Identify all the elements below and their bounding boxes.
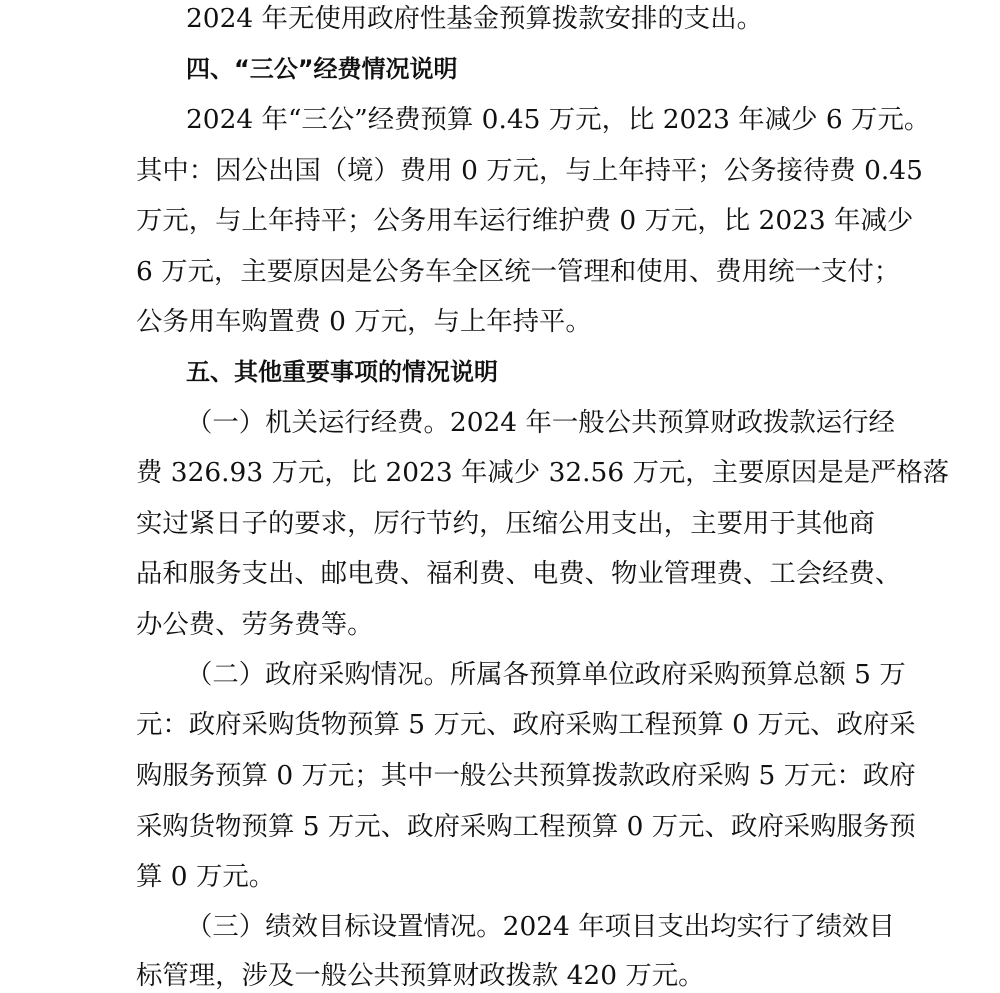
paragraph-line: 采购货物预算 5 万元、政府采购工程预算 0 万元、政府采购服务预 [136, 811, 916, 842]
paragraph-line: （二）政府采购情况。所属各预算单位政府采购预算总额 5 万 [186, 659, 906, 690]
paragraph-line: 2024 年无使用政府性基金预算拨款安排的支出。 [186, 3, 763, 34]
paragraph-line: 实过紧日子的要求，厉行节约，压缩公用支出，主要用于其他商 [136, 508, 875, 539]
paragraph-line: 其中：因公出国（境）费用 0 万元，与上年持平；公务接待费 0.45 [136, 155, 923, 186]
paragraph-line: 购服务预算 0 万元；其中一般公共预算拨款政府采购 5 万元：政府 [136, 760, 916, 791]
paragraph-line: 品和服务支出、邮电费、福利费、电费、物业管理费、工会经费、 [136, 558, 902, 589]
paragraph-line: （一）机关运行经费。2024 年一般公共预算财政拨款运行经 [186, 407, 895, 438]
paragraph-line: 算 0 万元。 [136, 861, 276, 892]
paragraph-line: 标管理，涉及一般公共预算财政拨款 420 万元。 [136, 960, 705, 991]
paragraph-line: 6 万元，主要原因是公务车全区统一管理和使用、费用统一支付； [136, 256, 901, 287]
section-heading-five: 五、其他重要事项的情况说明 [186, 358, 498, 386]
paragraph-line: 元：政府采购货物预算 5 万元、政府采购工程预算 0 万元、政府采 [136, 709, 916, 740]
section-heading-four: 四、“三公”经费情况说明 [186, 55, 458, 83]
paragraph-line: 2024 年“三公”经费预算 0.45 万元，比 2023 年减少 6 万元。 [186, 104, 931, 135]
paragraph-line: 公务用车购置费 0 万元，与上年持平。 [136, 306, 592, 337]
paragraph-line: 办公费、劳务费等。 [136, 609, 374, 640]
paragraph-line: （三）绩效目标设置情况。2024 年项目支出均实行了绩效目 [186, 911, 895, 942]
paragraph-line: 费 326.93 万元，比 2023 年减少 32.56 万元，主要原因是是严格落 [136, 457, 950, 488]
paragraph-line: 万元，与上年持平；公务用车运行维护费 0 万元，比 2023 年减少 [136, 205, 914, 236]
